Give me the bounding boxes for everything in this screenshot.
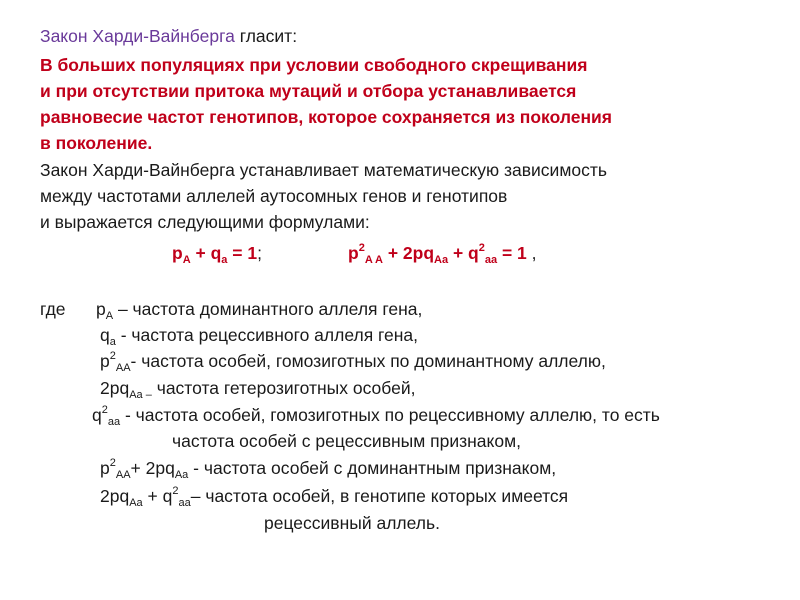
legend-qa: $q_a$ - частота рецессивного аллеля гена, xyxy=(100,325,419,348)
statement-line-1: В больших популяциях при условии свободного скрещивания xyxy=(40,55,588,75)
legend-dominant-phenotype: $p^2_{AA}+ 2pq_{Aa}$ - частота особей с доминантным признаком, xyxy=(100,457,557,481)
statement-line-4: в поколение. xyxy=(40,133,153,153)
legend-pA: $p_A$ – частота доминантного аллеля гена, xyxy=(96,299,423,322)
statement-line-3: равновесие частот генотипов, которое сохраняется из поколения xyxy=(40,107,612,127)
legend-p2AA: $p^2_{AA}-$ частота особей, гомозиготных по доминантному аллелю, xyxy=(100,350,606,374)
statement-line-2: и при отсутствии притока мутаций и отбора устанавливается xyxy=(40,81,577,101)
explanation-line-1: Закон Харди-Вайнберга устанавливает математическую зависимость xyxy=(40,160,607,180)
explanation-line-2: между частотами аллелей аутосомных генов и генотипов xyxy=(40,186,508,206)
formula-allele-sum: $p_A + q_a = 1$; xyxy=(172,243,262,266)
title-law-name: Закон Харди-Вайнберга xyxy=(40,26,235,46)
title-line xyxy=(40,23,297,49)
legend-q2aa: $q^2_{aa}$ - частота особей, гомозиготных по рецессивному аллелю, то есть xyxy=(92,404,660,428)
legend-q2aa-continued: частота особей с рецессивным признаком, xyxy=(172,431,522,451)
formula-genotype-sum: $p^2_{A A} + 2pq_{Aa} + q^2_{aa} = 1$ , xyxy=(348,242,537,266)
legend-carrier: $2pq_{Aa} + q^2_{aa}-$ частота особей, в генотипе которых имеется xyxy=(100,485,569,509)
legend-2pqAa: $2pq_{Aa -}$ частота гетерозиготных особей, xyxy=(100,378,416,401)
title-rest: гласит: xyxy=(234,26,298,46)
explanation-line-3: и выражается следующими формулами: xyxy=(40,212,370,232)
legend-where: где xyxy=(40,299,66,319)
legend-carrier-continued: рецессивный аллель. xyxy=(264,513,440,533)
